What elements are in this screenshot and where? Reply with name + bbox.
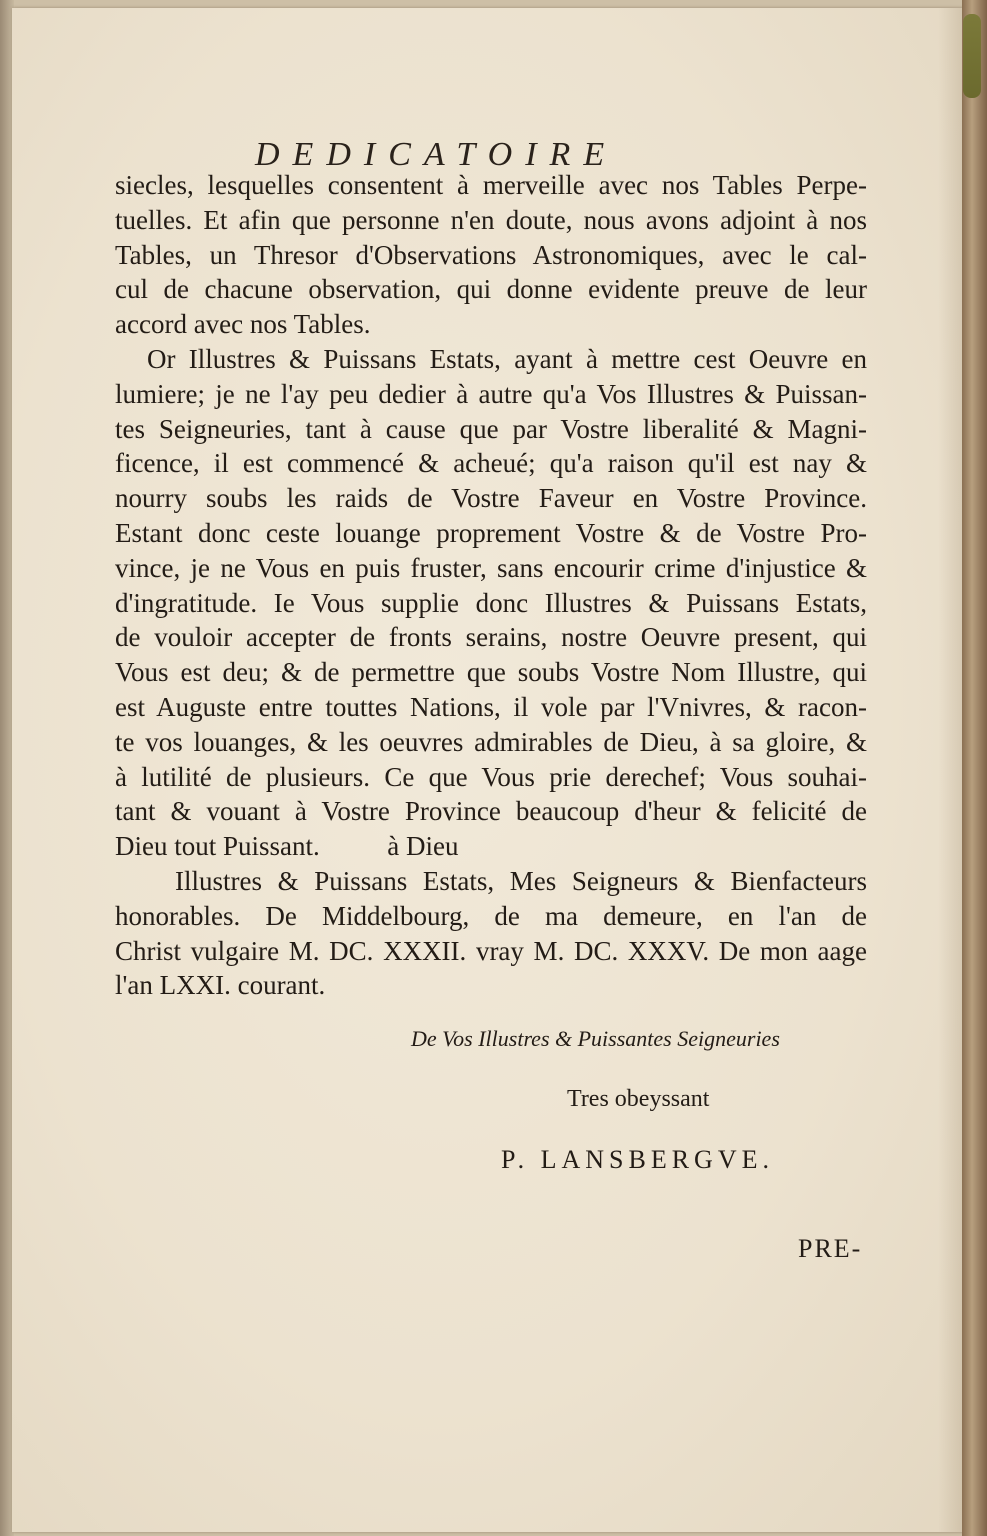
text-line: tant & vouant à Vostre Province beaucoup d'heur & felicité de (115, 796, 867, 827)
text-line: accord avec nos Tables. (115, 309, 371, 340)
text-line: l'an LXXI. courant. (115, 970, 326, 1001)
text-line: siecles, lesquelles consentent à merveille avec nos Tables Perpe- (115, 170, 867, 200)
text-line: Christ vulgaire M. DC. XXXII. vray M. DC. XXXV. De mon aage (115, 935, 867, 966)
text-line: vince, je ne Vous en puis fruster, sans encourir crime d'injustice & (115, 552, 867, 583)
text-line: Dieu tout Puissant. à Dieu (115, 831, 459, 862)
signature-closing: De Vos Illustres & Puissantes Seigneuries (411, 1026, 780, 1051)
book-binding (962, 0, 987, 1536)
text-line: ficence, il est commencé & acheué; qu'a raison qu'il est nay & (115, 448, 867, 479)
text-line: te vos louanges, & les oeuvres admirables de Dieu, à sa gloire, & (115, 726, 867, 757)
running-header: DEDICATOIRE (255, 136, 618, 173)
text-line: est Auguste entre touttes Nations, il vole par l'Vnivres, & racon- (115, 691, 867, 722)
catchword: PRE- (798, 1234, 863, 1263)
signature-title: Tres obeyssant (567, 1086, 710, 1112)
text-line: d'ingratitude. Ie Vous supplie donc Illustres & Puissans Estats, (115, 587, 867, 618)
text-line: Estant donc ceste louange proprement Vostre & de Vostre Pro- (115, 517, 867, 548)
text-line: honorables. De Middelbourg, de ma demeure, en l'an de (115, 900, 867, 931)
text-line: à lutilité de plusieurs. Ce que Vous prie derechef; Vous souhai- (115, 761, 867, 792)
text-line: Or Illustres & Puissans Estats, ayant à mettre cest Oeuvre en (147, 343, 867, 374)
text-line: de vouloir accepter de fronts serains, nostre Oeuvre present, qui (115, 622, 867, 653)
page-gutter-shadow (938, 8, 964, 1532)
text-line: Vous est deu; & de permettre que soubs Vostre Nom Illustre, qui (115, 657, 867, 688)
text-line: nourry soubs les raids de Vostre Faveur en Vostre Province. (115, 483, 867, 514)
signature-name: P. LANSBERGVE. (501, 1145, 774, 1174)
dedication-body (115, 168, 867, 1003)
text-line: lumiere; je ne l'ay peu dedier à autre qu'a Vos Illustres & Puissan- (115, 378, 867, 409)
bookmark-ribbon (963, 14, 981, 98)
text-line: cul de chacune observation, qui donne evidente preuve de leur (115, 274, 867, 305)
text-line: Tables, un Thresor d'Observations Astronomiques, avec le cal- (115, 239, 867, 270)
text-line: tuelles. Et afin que personne n'en doute, nous avons adjoint à nos (115, 204, 867, 235)
text-line: tes Seigneuries, tant à cause que par Vostre liberalité & Magni- (115, 413, 867, 444)
text-line: Illustres & Puissans Estats, Mes Seigneurs & Bienfacteurs (175, 865, 867, 896)
